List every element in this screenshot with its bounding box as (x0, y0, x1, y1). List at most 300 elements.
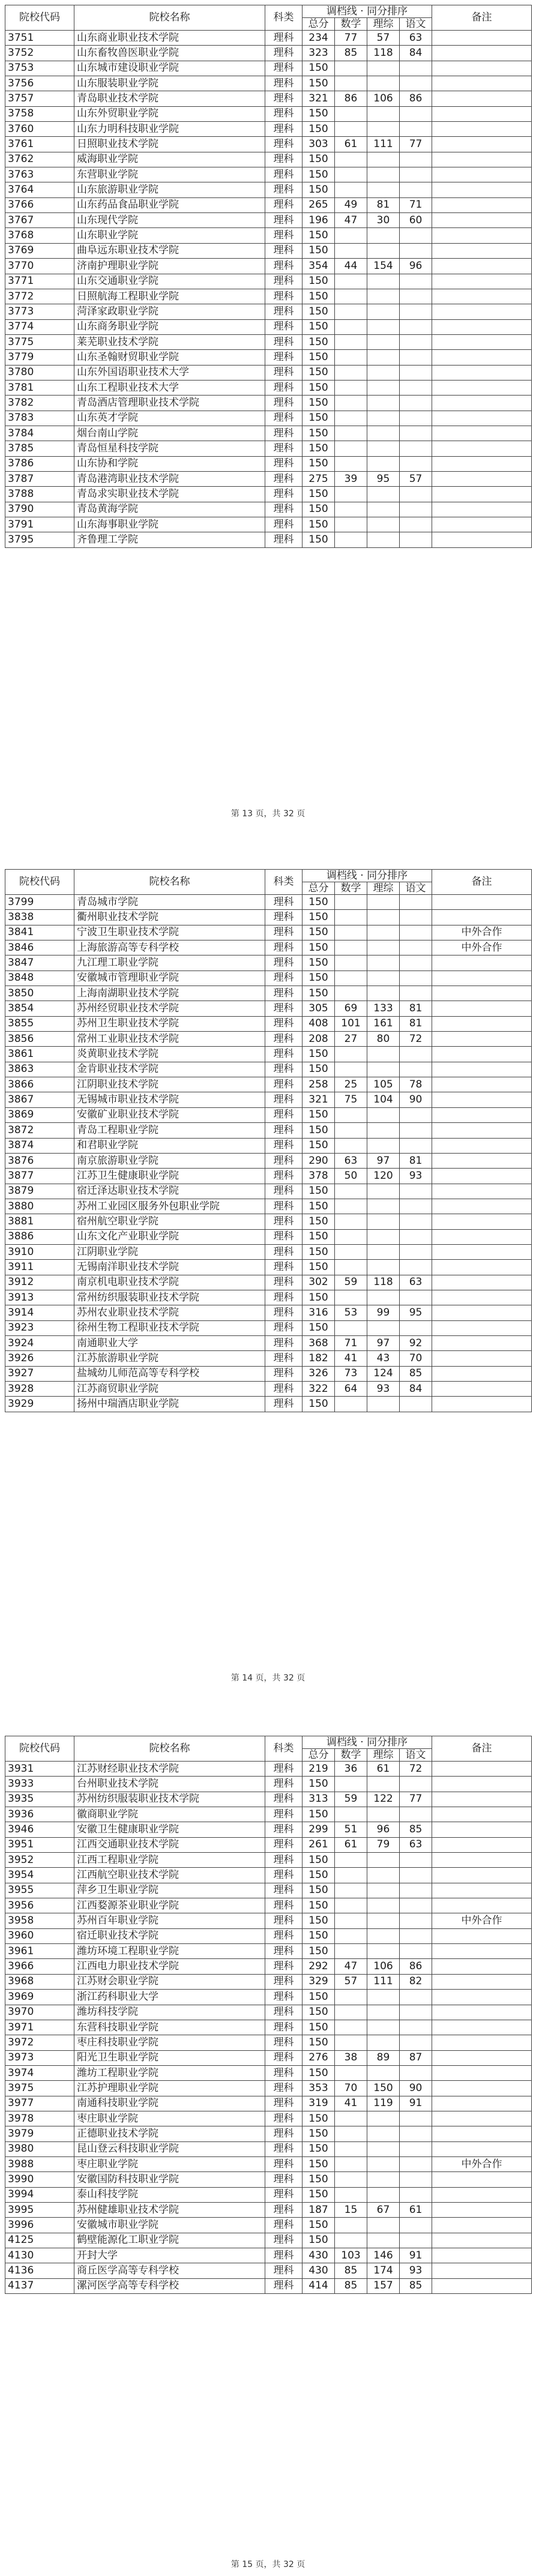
cell-type: 理科 (265, 350, 303, 365)
cell-math (335, 76, 367, 91)
cell-total: 378 (303, 1169, 335, 1184)
cell-total: 234 (303, 31, 335, 46)
cell-name: 东营职业学院 (74, 167, 265, 182)
cell-name: 盐城幼儿师范高等专科学校 (74, 1366, 265, 1381)
cell-comprehensive: 154 (367, 259, 400, 274)
cell-name: 潍坊环境工程职业学院 (74, 1944, 265, 1959)
cell-note (432, 1229, 532, 1244)
cell-chinese (400, 228, 432, 243)
cell-name: 潍坊科技学院 (74, 2005, 265, 2020)
table-row (5, 1959, 532, 1974)
cell-code: 3780 (5, 365, 74, 380)
table-row (5, 487, 532, 502)
cell-code: 3784 (5, 426, 74, 441)
cell-math (335, 487, 367, 502)
cell-total: 368 (303, 1335, 335, 1350)
cell-chinese (400, 2005, 432, 2020)
cell-math (335, 2141, 367, 2156)
cell-math (335, 182, 367, 197)
cell-type: 理科 (265, 1868, 303, 1883)
cell-math: 71 (335, 1335, 367, 1350)
cell-total: 150 (303, 895, 335, 910)
cell-type: 理科 (265, 532, 303, 547)
cell-total: 150 (303, 1184, 335, 1199)
cell-comprehensive (367, 2172, 400, 2187)
table-row (5, 471, 532, 486)
table-row (5, 1762, 532, 1777)
cell-name: 苏州百年职业学院 (74, 1913, 265, 1928)
cell-type: 理科 (265, 1184, 303, 1199)
cell-note: 中外合作 (432, 925, 532, 940)
cell-type: 理科 (265, 2096, 303, 2111)
cell-type: 理科 (265, 1199, 303, 1214)
cell-chinese (400, 304, 432, 319)
page-footer: 第 15 页，共 32 页 (230, 2560, 306, 2569)
cell-type: 理科 (265, 1883, 303, 1898)
cell-note (432, 1214, 532, 1229)
cell-total: 150 (303, 1807, 335, 1822)
cell-comprehensive (367, 1107, 400, 1122)
cell-comprehensive (367, 441, 400, 456)
cell-comprehensive (367, 517, 400, 532)
cell-math (335, 167, 367, 182)
cell-chinese: 90 (400, 2081, 432, 2096)
cell-math (335, 971, 367, 986)
cell-name: 烟台南山学院 (74, 426, 265, 441)
cell-total: 321 (303, 91, 335, 106)
cell-name: 江苏商贸职业学院 (74, 1382, 265, 1397)
cell-math (335, 1928, 367, 1943)
table-row (5, 1032, 532, 1047)
cell-name: 山东外国语职业技术大学 (74, 365, 265, 380)
header-math: 数学 (335, 882, 367, 895)
cell-chinese (400, 1123, 432, 1138)
cell-chinese: 82 (400, 1974, 432, 1989)
cell-math (335, 1199, 367, 1214)
cell-total: 430 (303, 2263, 335, 2278)
cell-comprehensive (367, 910, 400, 925)
cell-total: 150 (303, 986, 335, 1001)
cell-type: 理科 (265, 940, 303, 955)
cell-math (335, 2172, 367, 2187)
cell-total: 321 (303, 1092, 335, 1107)
cell-comprehensive (367, 1244, 400, 1259)
cell-comprehensive (367, 502, 400, 517)
cell-name: 泰山科技学院 (74, 2187, 265, 2202)
cell-total: 150 (303, 940, 335, 955)
cell-note (432, 304, 532, 319)
cell-total: 150 (303, 1868, 335, 1883)
cell-note (432, 487, 532, 502)
cell-math (335, 517, 367, 532)
cell-type: 理科 (265, 441, 303, 456)
cell-code: 3787 (5, 471, 74, 486)
table-row (5, 1138, 532, 1153)
cell-chinese (400, 2187, 432, 2202)
table-row (5, 1199, 532, 1214)
cell-comprehensive (367, 1397, 400, 1412)
cell-type: 理科 (265, 1305, 303, 1320)
cell-chinese: 93 (400, 1169, 432, 1184)
cell-code: 3881 (5, 1214, 74, 1229)
cell-type: 理科 (265, 2081, 303, 2096)
cell-name: 宁波卫生职业技术学院 (74, 925, 265, 940)
table-row (5, 380, 532, 395)
cell-code: 3971 (5, 2020, 74, 2035)
cell-chinese (400, 1138, 432, 1153)
cell-total: 150 (303, 925, 335, 940)
cell-code: 3838 (5, 910, 74, 925)
cell-note (432, 1153, 532, 1168)
header-code: 院校代码 (5, 1736, 74, 1762)
cell-total: 150 (303, 1214, 335, 1229)
cell-chinese (400, 396, 432, 411)
cell-name: 齐鲁理工学院 (74, 532, 265, 547)
cell-total: 290 (303, 1153, 335, 1168)
cell-code: 3769 (5, 243, 74, 258)
cell-note (432, 182, 532, 197)
cell-type: 理科 (265, 1092, 303, 1107)
cell-name: 台州职业技术学院 (74, 1777, 265, 1792)
cell-code: 3911 (5, 1260, 74, 1275)
cell-note (432, 2278, 532, 2293)
cell-name: 山东商务职业学院 (74, 319, 265, 334)
cell-code: 3762 (5, 152, 74, 167)
cell-type: 理科 (265, 259, 303, 274)
cell-comprehensive (367, 1883, 400, 1898)
cell-total: 322 (303, 1382, 335, 1397)
cell-name: 南京旅游职业学院 (74, 1153, 265, 1168)
cell-chinese (400, 1260, 432, 1275)
table-row (5, 1244, 532, 1259)
cell-comprehensive (367, 2020, 400, 2035)
cell-chinese (400, 2035, 432, 2050)
cell-type: 理科 (265, 2218, 303, 2233)
cell-name: 鹤壁能源化工职业学院 (74, 2233, 265, 2248)
cell-name: 苏州纺织服装职业技术学院 (74, 1792, 265, 1807)
cell-name: 安徽矿业职业技术学院 (74, 1107, 265, 1122)
cell-type: 理科 (265, 1275, 303, 1290)
table-row (5, 228, 532, 243)
page-footer: 第 13 页，共 32 页 (230, 809, 306, 819)
cell-note (432, 441, 532, 456)
cell-name: 江西电力职业技术学院 (74, 1959, 265, 1974)
cell-note (432, 2111, 532, 2126)
cell-code: 3773 (5, 304, 74, 319)
cell-name: 山东协和学院 (74, 456, 265, 471)
cell-math (335, 319, 367, 334)
cell-math: 15 (335, 2202, 367, 2217)
cell-note (432, 1974, 532, 1989)
cell-code: 3756 (5, 76, 74, 91)
cell-type: 理科 (265, 122, 303, 137)
cell-chinese: 95 (400, 1305, 432, 1320)
cell-comprehensive: 111 (367, 1974, 400, 1989)
cell-total: 150 (303, 1123, 335, 1138)
cell-name: 江苏护理职业学院 (74, 2081, 265, 2096)
cell-note (432, 2126, 532, 2141)
header-chinese: 语文 (400, 882, 432, 895)
cell-chinese: 86 (400, 1959, 432, 1974)
cell-comprehensive: 43 (367, 1351, 400, 1366)
table-row (5, 456, 532, 471)
cell-chinese (400, 2111, 432, 2126)
cell-code: 3856 (5, 1032, 74, 1047)
table-row (5, 532, 532, 547)
cell-comprehensive: 104 (367, 1092, 400, 1107)
cell-comprehensive (367, 1928, 400, 1943)
cell-code: 3923 (5, 1320, 74, 1335)
cell-code: 3877 (5, 1169, 74, 1184)
cell-total: 329 (303, 1974, 335, 1989)
cell-comprehensive (367, 426, 400, 441)
cell-name: 衢州职业技术学院 (74, 910, 265, 925)
cell-code: 3928 (5, 1382, 74, 1397)
header-type: 科类 (265, 5, 303, 31)
cell-total: 326 (303, 1366, 335, 1381)
cell-chinese (400, 1883, 432, 1898)
cell-name: 山东职业学院 (74, 228, 265, 243)
cell-name: 宿迁泽达职业技术学院 (74, 1184, 265, 1199)
cell-comprehensive (367, 2141, 400, 2156)
header-name: 院校名称 (74, 5, 265, 31)
cell-total: 150 (303, 1047, 335, 1062)
cell-type: 理科 (265, 1351, 303, 1366)
table-row (5, 1184, 532, 1199)
cell-total: 265 (303, 197, 335, 212)
cell-code: 3848 (5, 971, 74, 986)
header-math: 数学 (335, 1749, 367, 1762)
cell-chinese (400, 2141, 432, 2156)
table-row (5, 106, 532, 121)
cell-math (335, 1260, 367, 1275)
cell-code: 3975 (5, 2081, 74, 2096)
cell-code: 3958 (5, 1913, 74, 1928)
cell-math: 53 (335, 1305, 367, 1320)
cell-total: 150 (303, 106, 335, 121)
cell-name: 菏泽家政职业学院 (74, 304, 265, 319)
cell-type: 理科 (265, 1320, 303, 1335)
table-row (5, 1305, 532, 1320)
cell-total: 150 (303, 1244, 335, 1259)
cell-type: 理科 (265, 1138, 303, 1153)
cell-total: 150 (303, 411, 335, 426)
cell-code: 3952 (5, 1853, 74, 1868)
cell-name: 山东外贸职业学院 (74, 106, 265, 121)
cell-code: 3772 (5, 289, 74, 304)
cell-math (335, 106, 367, 121)
cell-code: 3752 (5, 46, 74, 61)
cell-name: 苏州健雄职业技术学院 (74, 2202, 265, 2217)
cell-code: 3767 (5, 213, 74, 228)
cell-total: 150 (303, 1913, 335, 1928)
cell-comprehensive: 57 (367, 31, 400, 46)
cell-note (432, 2096, 532, 2111)
cell-type: 理科 (265, 167, 303, 182)
cell-name: 青岛黄海学院 (74, 502, 265, 517)
cell-note (432, 1138, 532, 1153)
table-row (5, 2233, 532, 2248)
cell-note (432, 289, 532, 304)
header-chinese: 语文 (400, 1749, 432, 1762)
cell-code: 3929 (5, 1397, 74, 1412)
cell-code: 3968 (5, 1974, 74, 1989)
cell-chinese (400, 2126, 432, 2141)
cell-chinese: 61 (400, 2202, 432, 2217)
cell-name: 上海旅游高等专科学校 (74, 940, 265, 955)
cell-note (432, 1047, 532, 1062)
cell-name: 苏州工业园区服务外包职业学院 (74, 1199, 265, 1214)
cell-note (432, 31, 532, 46)
cell-note (432, 1016, 532, 1031)
cell-note (432, 396, 532, 411)
cell-total: 150 (303, 76, 335, 91)
cell-type: 理科 (265, 2035, 303, 2050)
cell-note (432, 274, 532, 289)
cell-note (432, 471, 532, 486)
cell-note (432, 2202, 532, 2217)
cell-name: 山东海事职业学院 (74, 517, 265, 532)
cell-total: 150 (303, 2020, 335, 2035)
cell-type: 理科 (265, 2020, 303, 2035)
cell-name: 安徽城市职业学院 (74, 2218, 265, 2233)
cell-note (432, 1928, 532, 1943)
cell-math (335, 426, 367, 441)
cell-note (432, 1366, 532, 1381)
cell-name: 徽商职业学院 (74, 1807, 265, 1822)
header-math: 数学 (335, 18, 367, 31)
cell-math: 64 (335, 1382, 367, 1397)
cell-math: 38 (335, 2050, 367, 2065)
cell-note (432, 517, 532, 532)
admission-table (5, 5, 532, 548)
cell-comprehensive (367, 152, 400, 167)
cell-math (335, 61, 367, 76)
table-row (5, 274, 532, 289)
cell-chinese: 81 (400, 1016, 432, 1031)
cell-name: 江苏旅游职业学院 (74, 1351, 265, 1366)
cell-total: 150 (303, 1062, 335, 1077)
cell-type: 理科 (265, 1913, 303, 1928)
cell-math: 85 (335, 2278, 367, 2293)
cell-chinese (400, 1184, 432, 1199)
cell-comprehensive (367, 1290, 400, 1305)
cell-comprehensive (367, 2111, 400, 2126)
table-row (5, 1001, 532, 1016)
cell-comprehensive (367, 76, 400, 91)
cell-comprehensive: 80 (367, 1032, 400, 1047)
cell-total: 323 (303, 46, 335, 61)
cell-type: 理科 (265, 487, 303, 502)
cell-type: 理科 (265, 411, 303, 426)
cell-type: 理科 (265, 137, 303, 152)
cell-math (335, 1290, 367, 1305)
cell-note (432, 1077, 532, 1092)
table-row (5, 1883, 532, 1898)
cell-comprehensive (367, 940, 400, 955)
cell-math (335, 289, 367, 304)
table-row (5, 182, 532, 197)
cell-type: 理科 (265, 1169, 303, 1184)
cell-chinese: 63 (400, 31, 432, 46)
cell-note (432, 365, 532, 380)
cell-type: 理科 (265, 971, 303, 986)
cell-math (335, 228, 367, 243)
cell-code: 3771 (5, 274, 74, 289)
cell-type: 理科 (265, 1853, 303, 1868)
cell-chinese (400, 2233, 432, 2248)
cell-name: 安徽卫生健康职业学院 (74, 1822, 265, 1837)
cell-type: 理科 (265, 2202, 303, 2217)
table-row (5, 955, 532, 971)
cell-type: 理科 (265, 91, 303, 106)
cell-chinese (400, 1320, 432, 1335)
cell-math (335, 1107, 367, 1122)
cell-name: 枣庄科技职业学院 (74, 2035, 265, 2050)
cell-total: 150 (303, 2187, 335, 2202)
cell-total: 150 (303, 2156, 335, 2171)
cell-comprehensive: 133 (367, 1001, 400, 1016)
cell-type: 理科 (265, 1244, 303, 1259)
cell-total: 150 (303, 2233, 335, 2248)
cell-type: 理科 (265, 1366, 303, 1381)
table-row (5, 1092, 532, 1107)
cell-comprehensive: 150 (367, 2081, 400, 2096)
table-row (5, 167, 532, 182)
cell-chinese (400, 1944, 432, 1959)
cell-type: 理科 (265, 61, 303, 76)
table-row (5, 2081, 532, 2096)
cell-chinese (400, 895, 432, 910)
table-row (5, 411, 532, 426)
cell-name: 青岛求实职业技术学院 (74, 487, 265, 502)
cell-chinese (400, 955, 432, 971)
table-row (5, 2005, 532, 2020)
table-row (5, 2218, 532, 2233)
cell-math: 25 (335, 1077, 367, 1092)
cell-total: 275 (303, 471, 335, 486)
cell-type: 理科 (265, 365, 303, 380)
cell-name: 江西交通职业技术学院 (74, 1837, 265, 1852)
cell-chinese (400, 1290, 432, 1305)
cell-comprehensive (367, 925, 400, 940)
cell-code: 3866 (5, 1077, 74, 1092)
cell-code: 3961 (5, 1944, 74, 1959)
cell-name: 青岛职业技术学院 (74, 91, 265, 106)
cell-chinese (400, 940, 432, 955)
cell-comprehensive: 105 (367, 1077, 400, 1092)
cell-type: 理科 (265, 1837, 303, 1852)
cell-math (335, 2218, 367, 2233)
cell-name: 江西婺源茶业职业学院 (74, 1898, 265, 1913)
cell-comprehensive (367, 411, 400, 426)
cell-total: 150 (303, 1944, 335, 1959)
cell-code: 3972 (5, 2035, 74, 2050)
cell-comprehensive (367, 334, 400, 349)
cell-code: 3951 (5, 1837, 74, 1852)
cell-code: 3994 (5, 2187, 74, 2202)
cell-chinese: 72 (400, 1032, 432, 1047)
cell-code: 4136 (5, 2263, 74, 2278)
cell-name: 江西工程职业学院 (74, 1853, 265, 1868)
cell-comprehensive (367, 1320, 400, 1335)
table-row (5, 895, 532, 910)
cell-code: 3966 (5, 1959, 74, 1974)
cell-chinese: 63 (400, 1837, 432, 1852)
cell-chinese (400, 1777, 432, 1792)
cell-total: 258 (303, 1077, 335, 1092)
cell-name: 山东力明科技职业学院 (74, 122, 265, 137)
